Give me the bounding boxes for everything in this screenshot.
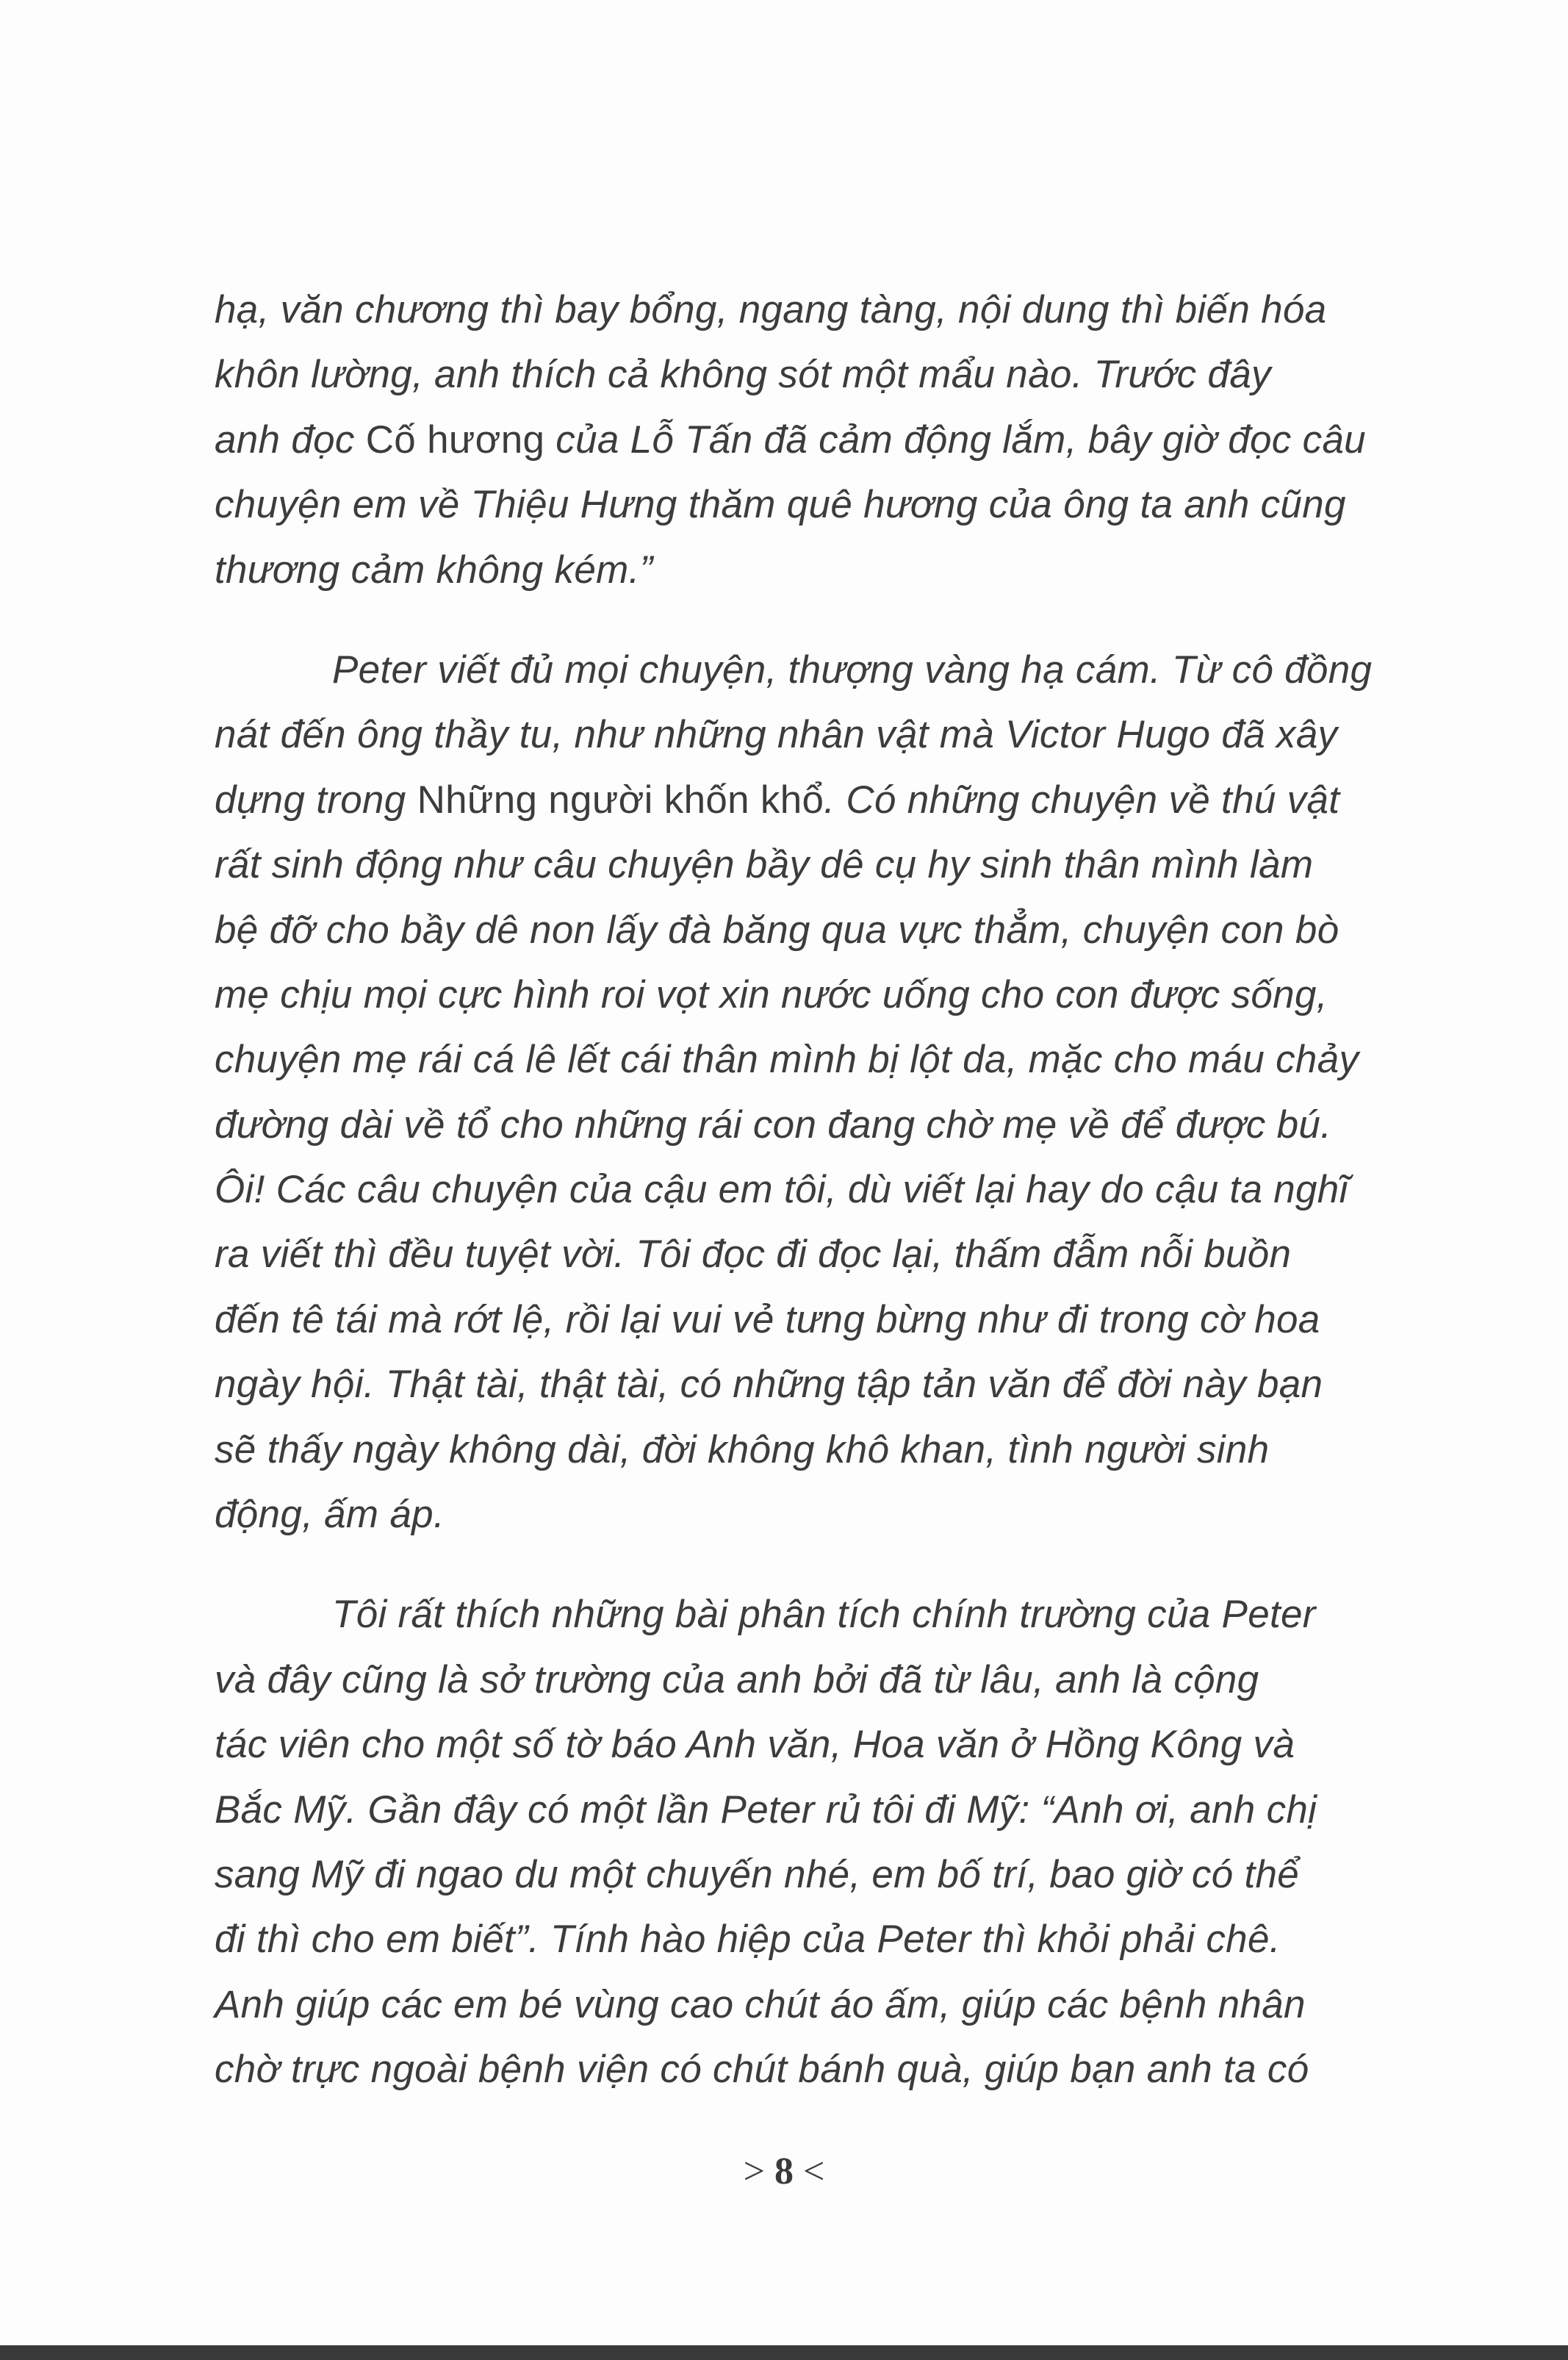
text-run: khôn lường, anh thích cả không sót một mẩu nào. Trước đây (215, 353, 1271, 397)
text-line (215, 1582, 1443, 1647)
text-line (215, 2037, 1443, 2102)
text-line (215, 1778, 1443, 1843)
text-line (215, 408, 1443, 473)
text-line (215, 703, 1443, 767)
page-number-value: 8 (774, 2151, 794, 2192)
text-run: chuyện mẹ rái cá lê lết cái thân mình bị lột da, mặc cho máu chảy (215, 1038, 1359, 1082)
text-run: chuyện em về Thiệu Hưng thăm quê hương của ông ta anh cũng (215, 483, 1346, 527)
text-run: đường dài về tổ cho những rái con đang chờ mẹ về để được bú. (215, 1102, 1332, 1147)
text-run: chờ trực ngoài bệnh viện có chút bánh quà, giúp bạn anh ta có (215, 2048, 1309, 2092)
paragraph (215, 278, 1443, 603)
text-run: và đây cũng là sở trường của anh bởi đã từ lâu, anh là cộng (215, 1657, 1259, 1701)
text-line (215, 898, 1443, 963)
text-line (215, 278, 1443, 342)
text-run: đến tê tái mà rớt lệ, rồi lại vui vẻ tưng bừng như đi trong cờ hoa (215, 1297, 1320, 1341)
text-run: sẽ thấy ngày không dài, đời không khô khan, tình người sinh (215, 1427, 1270, 1471)
text-run: Ôi! Các câu chuyện của cậu em tôi, dù viết lại hay do cậu ta nghĩ (215, 1168, 1348, 1212)
text-line (215, 768, 1443, 833)
paragraph (215, 638, 1443, 1547)
text-run: thương cảm không kém.” (215, 548, 653, 592)
text-line (215, 1093, 1443, 1158)
page-number-right-marker: < (803, 2151, 825, 2192)
text-line (215, 1973, 1443, 2037)
text-line (215, 1027, 1443, 1092)
text-line (215, 1418, 1443, 1482)
paragraph (215, 1582, 1443, 2102)
text-line (215, 638, 1443, 703)
text-line (215, 1843, 1443, 1907)
text-run: Bắc Mỹ. Gần đây có một lần Peter rủ tôi đi Mỹ: “Anh ơi, anh chị (215, 1787, 1317, 1832)
text-line (215, 963, 1443, 1027)
book-title: Cố hương (365, 417, 545, 462)
text-line (215, 1288, 1443, 1352)
text-line (215, 342, 1443, 407)
page-number (0, 2150, 1568, 2193)
text-run: đi thì cho em biết”. Tính hào hiệp của Peter thì khỏi phải chê. (215, 1918, 1281, 1962)
text-run: ngày hội. Thật tài, thật tài, có những tập tản văn để đời này bạn (215, 1363, 1323, 1407)
text-line (215, 1907, 1443, 1972)
text-line (215, 833, 1443, 897)
text-run: anh đọc (215, 417, 366, 462)
text-run: sang Mỹ đi ngao du một chuyến nhé, em bố trí, bao giờ có thể (215, 1852, 1300, 1896)
text-line (215, 1712, 1443, 1777)
text-line (215, 1482, 1443, 1547)
text-run: tác viên cho một số tờ báo Anh văn, Hoa văn ở Hồng Kông và (215, 1723, 1295, 1767)
text-run: động, ấm áp. (215, 1493, 445, 1537)
page-number-left-marker: > (743, 2151, 765, 2192)
text-run: mẹ chịu mọi cực hình roi vọt xin nước uống cho con được sống, (215, 972, 1328, 1016)
text-line (215, 1222, 1443, 1287)
paragraph-gap (215, 1547, 1443, 1582)
text-run: Peter viết đủ mọi chuyện, thượng vàng hạ cám. Từ cô đồng (332, 648, 1373, 692)
text-run: dựng trong (215, 778, 417, 822)
body-text (215, 278, 1443, 2103)
text-run: nát đến ông thầy tu, như những nhân vật mà Victor Hugo đã xây (215, 713, 1338, 757)
text-run: ra viết thì đều tuyệt vời. Tôi đọc đi đọc lại, thấm đẫm nỗi buồn (215, 1233, 1292, 1277)
text-run: bệ đỡ cho bầy dê non lấy đà băng qua vực thẳm, chuyện con bò (215, 908, 1339, 952)
paragraph-gap (215, 603, 1443, 638)
text-line (215, 473, 1443, 537)
text-run: Tôi rất thích những bài phân tích chính trường của Peter (332, 1593, 1316, 1637)
text-line (215, 538, 1443, 603)
text-run: của Lỗ Tấn đã cảm động lắm, bây giờ đọc câu (544, 417, 1366, 462)
book-title: Những người khốn khổ (417, 778, 824, 822)
text-run: rất sinh động như câu chuyện bầy dê cụ hy sinh thân mình làm (215, 843, 1314, 887)
text-run: hạ, văn chương thì bay bổng, ngang tàng, nội dung thì biến hóa (215, 288, 1327, 331)
text-line (215, 1158, 1443, 1222)
text-line (215, 1648, 1443, 1712)
text-run: Anh giúp các em bé vùng cao chút áo ấm, giúp các bệnh nhân (215, 1982, 1306, 2026)
text-line (215, 1352, 1443, 1417)
text-run: . Có những chuyện về thú vật (824, 778, 1340, 822)
scan-edge-bar (0, 2345, 1568, 2360)
